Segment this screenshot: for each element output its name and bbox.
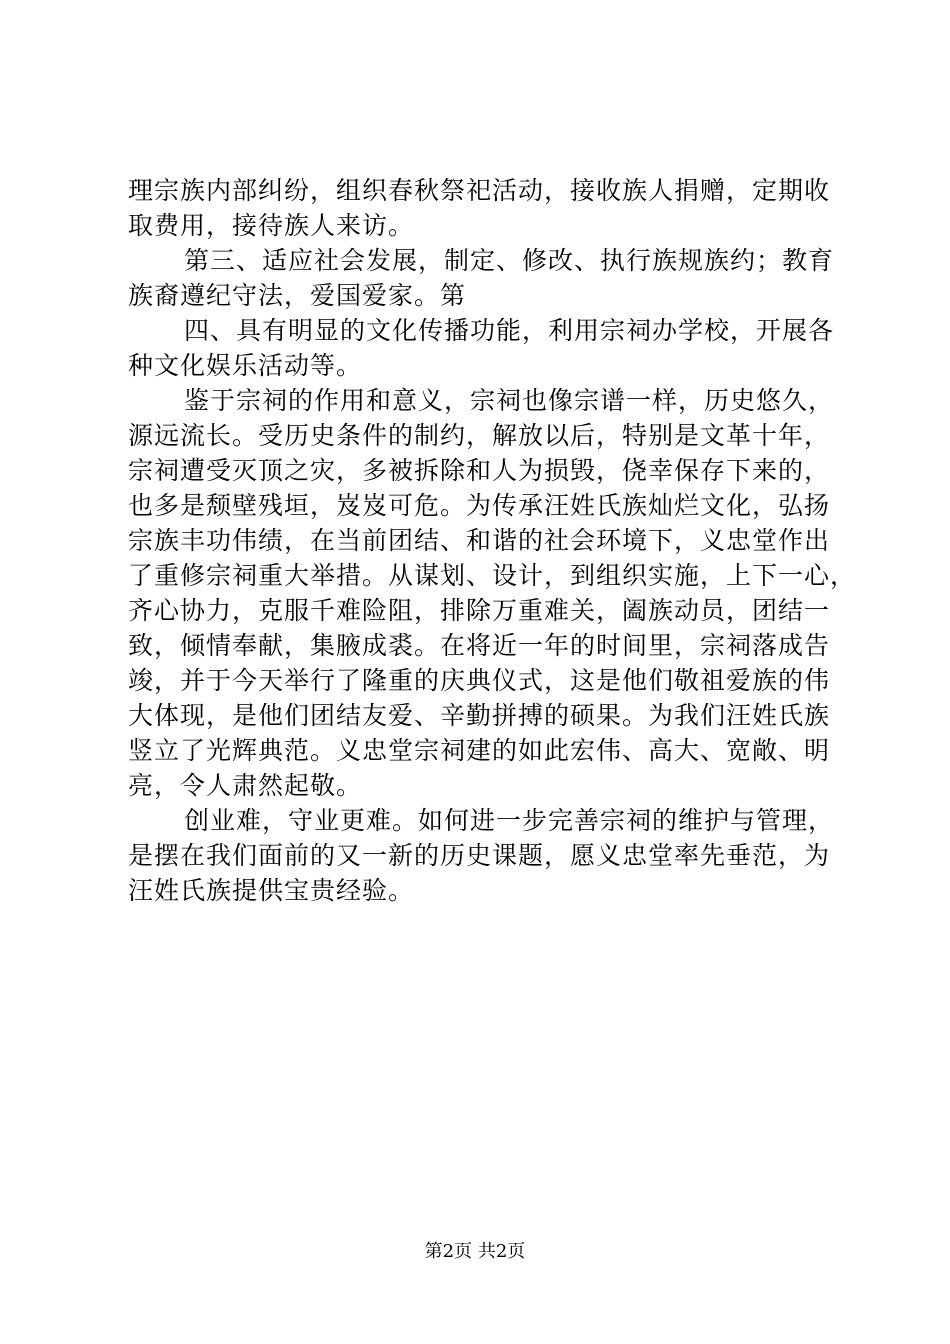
text-line: 亮，令人肃然起敬。 xyxy=(128,771,363,800)
text-line: 竖立了光辉典范。义忠堂宗祠建的如此宏伟、高大、宽敞、明 xyxy=(128,736,831,765)
body-text xyxy=(128,173,857,908)
text-line: 也多是颓壁残垣，岌岌可危。为传承汪姓氏族灿烂文化，弘扬 xyxy=(128,491,831,520)
page-number-footer: 第2页 共2页 xyxy=(424,1241,526,1262)
text-line: 四、具有明显的文化传播功能，利用宗祠办学校，开展各 xyxy=(184,316,835,345)
text-line: 理宗族内部纠纷，组织春秋祭祀活动，接收族人捐赠，定期收 xyxy=(128,176,831,205)
text-line: 源远流长。受历史条件的制约，解放以后，特别是文革十年， xyxy=(128,421,831,450)
text-line: 创业难，守业更难。如何进一步完善宗祠的维护与管理， xyxy=(184,806,835,835)
text-line: 第三、适应社会发展，制定、修改、执行族规族约；教育 xyxy=(184,246,835,275)
text-line: 宗祠遭受灭顶之灾，多被拆除和人为损毁，侥幸保存下来的， xyxy=(128,456,831,485)
text-line: 鉴于宗祠的作用和意义，宗祠也像宗谱一样，历史悠久， xyxy=(184,386,835,415)
text-line: 竣，并于今天举行了隆重的庆典仪式，这是他们敬祖爱族的伟 xyxy=(128,666,831,695)
text-line: 致，倾情奉献，集腋成裘。在将近一年的时间里，宗祠落成告 xyxy=(128,631,831,660)
text-line: 汪姓氏族提供宝贵经验。 xyxy=(128,876,415,905)
text-line: 种文化娱乐活动等。 xyxy=(128,351,363,380)
text-line: 齐心协力，克服千难险阻，排除万重难关，阖族动员，团结一 xyxy=(128,596,831,625)
text-line: 大体现，是他们团结友爱、辛勤拼搏的硕果。为我们汪姓氏族 xyxy=(128,701,831,730)
text-line: 族裔遵纪守法，爱国爱家。第 xyxy=(128,281,467,310)
text-line: 取费用，接待族人来访。 xyxy=(128,211,415,240)
text-line: 是摆在我们面前的又一新的历史课题，愿义忠堂率先垂范，为 xyxy=(128,841,831,870)
text-line: 宗族丰功伟绩，在当前团结、和谐的社会环境下，义忠堂作出 xyxy=(128,526,831,555)
text-line: 了重修宗祠重大举措。从谋划、设计，到组织实施，上下一心， xyxy=(128,561,857,590)
